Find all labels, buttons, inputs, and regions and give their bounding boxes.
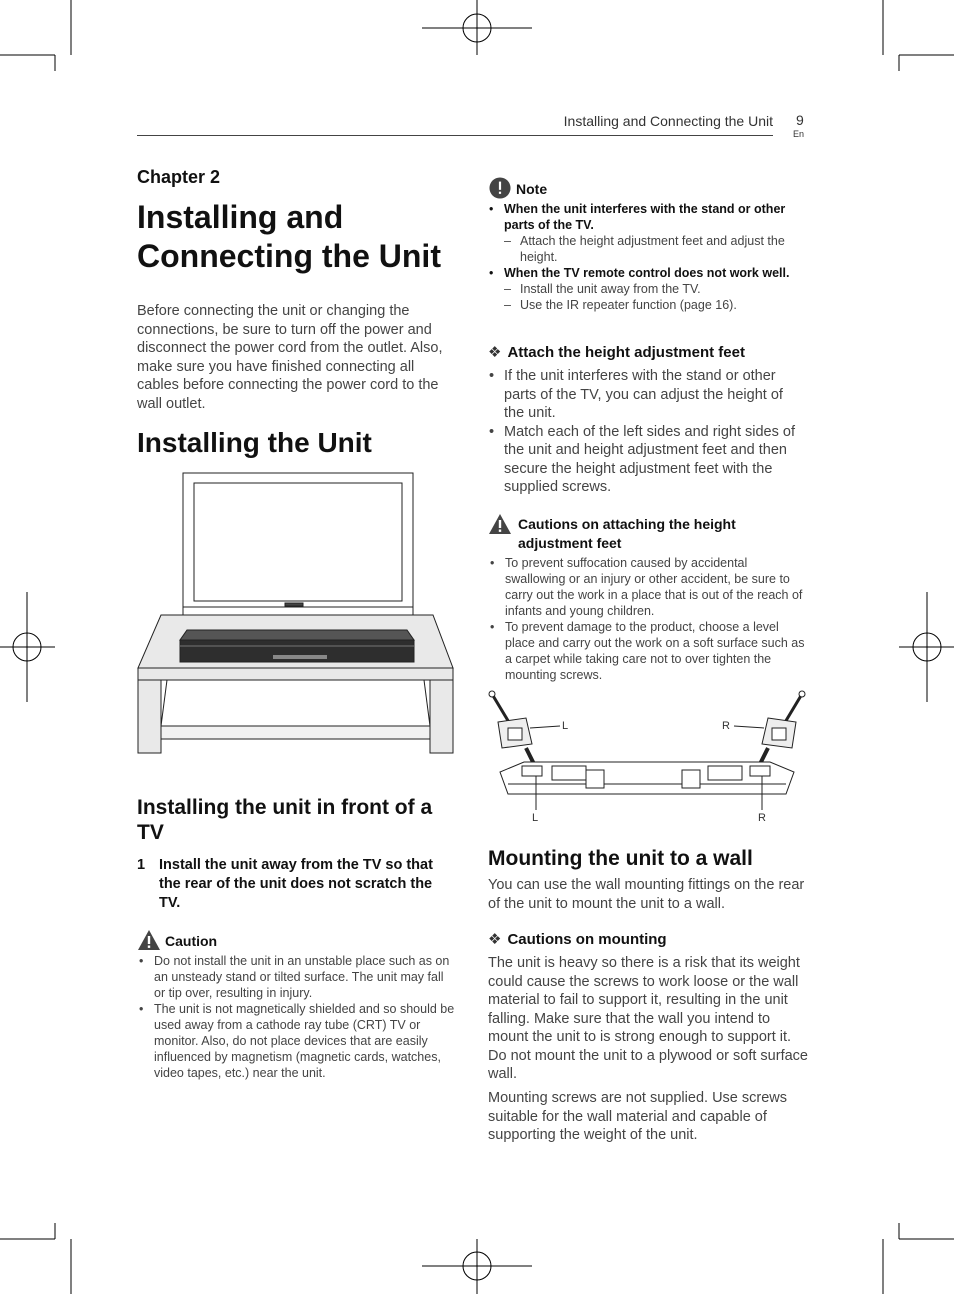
note-title: Note xyxy=(516,181,548,197)
intro-paragraph: Before connecting the unit or changing the connections, be sure to turn off the power and disconnect the power cord from the outlet. Also, make sure you have finished connecting all cables before connecting the power cord to the wall outlet. xyxy=(137,303,443,412)
attach-list xyxy=(488,367,806,497)
step-1 xyxy=(137,856,457,913)
cautions-attach-list xyxy=(488,555,808,683)
mount-paragraph-1: The unit is heavy so there is a risk that its weight could cause the screws to work loose or the wall material to fail to support it, resulting in the unit falling. Make sure that the wall you intend to mount the unit to is strong enough to support it. Do not mount the unit to a plywood or soft surface wall. xyxy=(488,955,808,1082)
caution-title: Caution xyxy=(165,933,218,949)
label-left-top: L xyxy=(562,720,569,732)
header-rule xyxy=(137,135,773,136)
label-right-bottom: R xyxy=(758,812,766,824)
list-subitem: – Use the IR repeater function (page 16). xyxy=(504,297,798,313)
list-item: • Do not install the unit in an unstable place such as on an unsteady stand or tilted surface. The unit may fall or tip over, resulting in injury. xyxy=(137,953,457,1001)
attach-title: Attach the height adjustment feet xyxy=(507,344,745,361)
language-code: En xyxy=(793,129,805,139)
note-icon xyxy=(488,177,512,199)
list-item: • To prevent damage to the product, choose a level place and carry out the work on a soft surface such as a carpet while taking care not to over tighten the mounting screws. xyxy=(488,619,808,683)
page-title: Installing and Connecting the Unit xyxy=(137,199,441,274)
caution-icon xyxy=(137,929,161,951)
caution-list xyxy=(137,953,457,1081)
page-number: 9 xyxy=(796,112,804,128)
chapter-label: Chapter 2 xyxy=(137,167,221,187)
step-number: 1 xyxy=(137,857,146,873)
tv-stand-illustration xyxy=(137,470,455,756)
list-item xyxy=(488,201,798,265)
list-item: • The unit is not magnetically shielded and so should be used away from a cathode ray tube (CRT) TV or monitor. Also, do not place devices that are easily influenced by magnetism (magnetic cards, watches, video tapes, etc.) near the unit. xyxy=(137,1001,457,1081)
note-heading xyxy=(488,177,547,199)
feet-drawing xyxy=(486,688,808,828)
list-subitem: – Attach the height adjustment feet and adjust the height. xyxy=(504,233,798,265)
cautions-mount-heading xyxy=(488,930,667,948)
list-item: • Match each of the left sides and right sides of the unit and height adjustment feet and then secure the height adjustment feet with the supplied screws. xyxy=(488,423,806,497)
diamond-icon: ❖ xyxy=(488,931,502,948)
list-subitem: – Install the unit away from the TV. xyxy=(504,281,798,297)
running-header: Installing and Connecting the Unit xyxy=(563,113,773,129)
note-item-text: When the TV remote control does not work well. xyxy=(504,266,790,280)
section-title: Installing the Unit xyxy=(137,427,372,458)
mount-paragraph-2: Mounting screws are not supplied. Use screws suitable for the wall material and capable of supporting the weight of the unit. xyxy=(488,1090,787,1143)
list-item xyxy=(488,265,798,313)
label-right-top: R xyxy=(722,720,730,732)
step-text: Install the unit away from the TV so that the rear of the unit does not scratch the TV. xyxy=(159,857,433,911)
subsection-title: Installing the unit in front of a TV xyxy=(137,796,433,844)
label-left-bottom: L xyxy=(532,812,539,824)
cautions-attach-title: Cautions on attaching the height adjustment feet xyxy=(518,516,736,551)
caution-icon xyxy=(488,513,512,535)
list-item: • To prevent suffocation caused by accidental swallowing or an injury or other accident, be sure to carry out the work in a place that is out of the reach of infants and young children. xyxy=(488,555,808,619)
feet-diagram xyxy=(486,688,808,828)
cautions-mount-title: Cautions on mounting xyxy=(507,931,667,948)
caution-heading xyxy=(137,929,217,951)
wall-section-title: Mounting the unit to a wall xyxy=(488,847,753,870)
diamond-icon: ❖ xyxy=(488,344,502,361)
wall-intro: You can use the wall mounting fittings on the rear of the unit to mount the unit to a wall. xyxy=(488,877,805,912)
note-list xyxy=(488,201,798,313)
cautions-attach-heading xyxy=(488,513,788,551)
note-item-text: When the unit interferes with the stand or other parts of the TV. xyxy=(504,202,786,232)
attach-heading xyxy=(488,343,745,361)
list-item: • If the unit interferes with the stand or other parts of the TV, you can adjust the height of the unit. xyxy=(488,367,806,423)
